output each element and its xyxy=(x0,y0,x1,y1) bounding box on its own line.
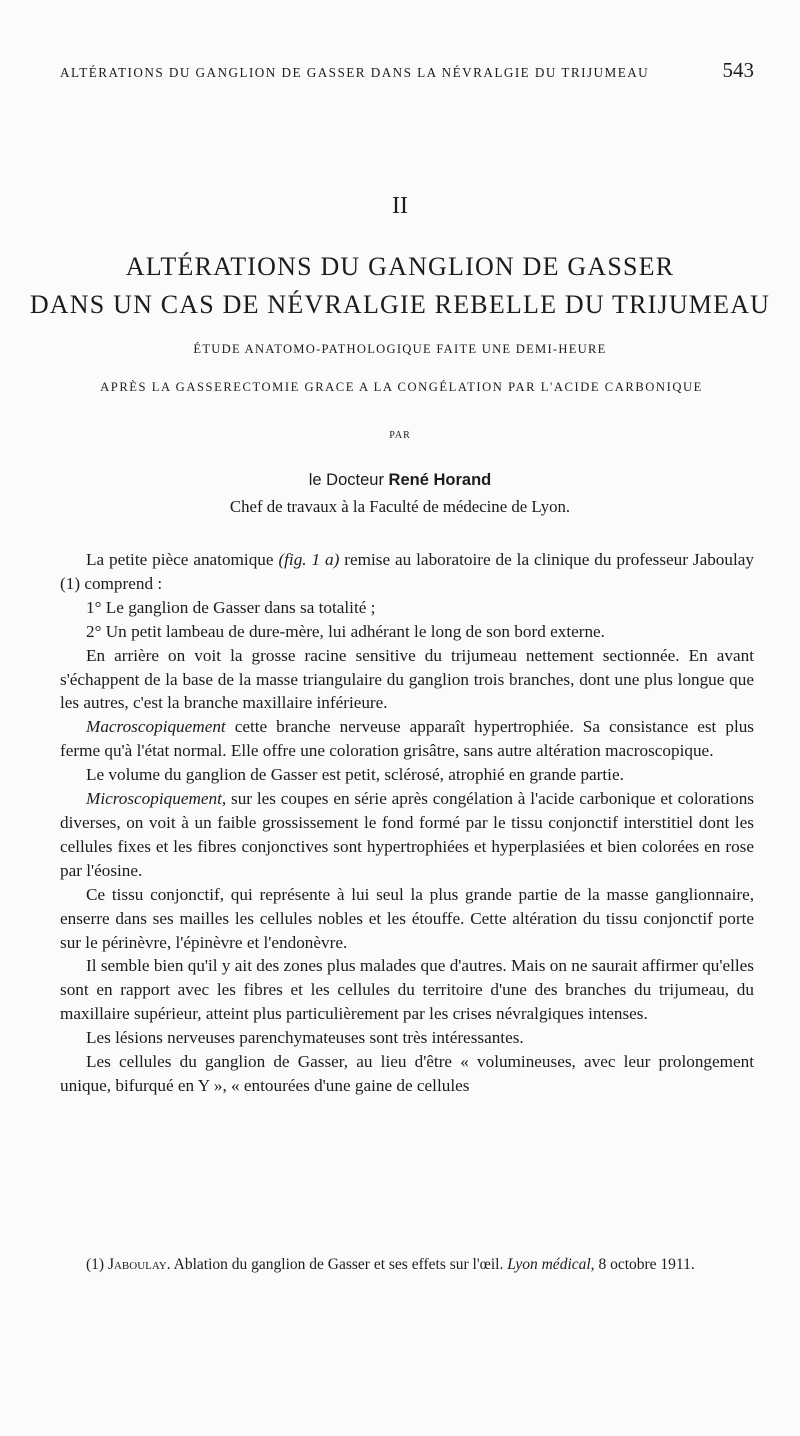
paragraph-5 xyxy=(60,715,754,763)
footnote-marker: (1) xyxy=(86,1256,108,1273)
p5-emphasis: Macroscopiquement xyxy=(86,717,226,737)
author-name: René Horand xyxy=(388,471,492,489)
footnote-text-b: 8 octobre 1911. xyxy=(594,1256,695,1273)
paragraph-8: Ce tissu conjonctif, qui représente à lui seul la plus grande partie de la masse ganglionnaire, enserre dans ses mailles les cellules nobles et les étouffe. Cette altération du tissu conjonctif porte sur le périnèvre, l'épinèvre et l'endonèvre. xyxy=(60,884,754,952)
article-subtitle-line2: APRÈS LA GASSERECTOMIE GRACE A LA CONGÉLATION PAR L'ACIDE CARBONIQUE xyxy=(100,380,703,394)
paragraph-2: 1° Le ganglion de Gasser dans sa totalité ; xyxy=(86,597,376,617)
byline-par: PAR xyxy=(389,430,411,441)
p5-text: cette branche nerveuse apparaît hypertrophiée. Sa consistance est plus ferme qu'à l'état normal. Elle offre une coloration grisâtre, sans autre altération macroscopique. xyxy=(60,717,754,761)
article-subtitle-line1: ÉTUDE ANATOMO-PATHOLOGIQUE FAITE UNE DEMI-HEURE xyxy=(193,342,607,356)
p1-text-b: remise au laboratoire de la clinique du professeur Jaboulay (1) comprend : xyxy=(60,550,754,593)
article-title-line2: DANS UN CAS DE NÉVRALGIE REBELLE DU TRIJUMEAU xyxy=(29,290,771,319)
author-prefix: le Docteur xyxy=(308,471,389,489)
paragraph-11: Les cellules du ganglion de Gasser, au lieu d'être « volumineuses, avec leur prolongement unique, bifurqué en Y », « entourées d'une gaine de cellules xyxy=(60,1052,754,1095)
running-head xyxy=(60,58,754,83)
paragraph-6: Le volume du ganglion de Gasser est petit, sclérosé, atrophié en grande partie. xyxy=(86,765,624,785)
paragraph-4: En arrière on voit la grosse racine sensitive du trijumeau nettement sectionnée. En avant s'échappent de la base de la masse triangulaire du ganglion trois branches, dont une plus longue que les autres, c'est la branche maxillaire inférieure. xyxy=(60,645,754,713)
paragraph-1 xyxy=(60,548,754,596)
paragraph-7 xyxy=(60,787,754,883)
footnote-journal: Lyon médical, xyxy=(507,1256,595,1273)
footnote-text-a: . Ablation du ganglion de Gasser et ses effets sur l'œil. xyxy=(166,1256,508,1273)
paragraph-3: 2° Un petit lambeau de dure-mère, lui adhérant le long de son bord externe. xyxy=(86,621,605,641)
article-body xyxy=(60,548,754,1098)
footnote xyxy=(60,1254,754,1275)
footnote-author: Jaboulay xyxy=(107,1256,167,1273)
p1-text-a: La petite pièce anatomique xyxy=(86,550,279,569)
p7-emphasis: Microscopiquement, xyxy=(86,789,227,809)
affiliation: Chef de travaux à la Faculté de médecine de Lyon. xyxy=(229,497,571,516)
section-number: II xyxy=(392,193,408,219)
page-number: 543 xyxy=(722,58,754,82)
author-line xyxy=(0,471,800,490)
figure-reference: (fig. 1 a) xyxy=(278,550,340,569)
article-title-line1: ALTÉRATIONS DU GANGLION DE GASSER xyxy=(125,252,675,281)
paragraph-9: Il semble bien qu'il y ait des zones plus malades que d'autres. Mais on ne saurait affirmer qu'elles sont en rapport avec les fibres et les cellules du territoire d'une des branches du trijumeau, du maxillaire supérieur, atteint plus particulièrement par les crises névralgiques intenses. xyxy=(60,956,754,1024)
running-title: ALTÉRATIONS DU GANGLION DE GASSER DANS LA NÉVRALGIE DU TRIJUMEAU xyxy=(60,65,650,80)
paragraph-10: Les lésions nerveuses parenchymateuses sont très intéressantes. xyxy=(86,1028,524,1048)
p7-text: sur les coupes en série après congélation à l'acide carbonique et colorations diverses, on voit à un faible grossissement le fond formé par le tissu conjonctif interstitiel dont les cellules fixes et les fibres conjonctives sont hypertrophiées et hyperplasiées et bien colorées en rose par l'éosine. xyxy=(60,789,754,880)
